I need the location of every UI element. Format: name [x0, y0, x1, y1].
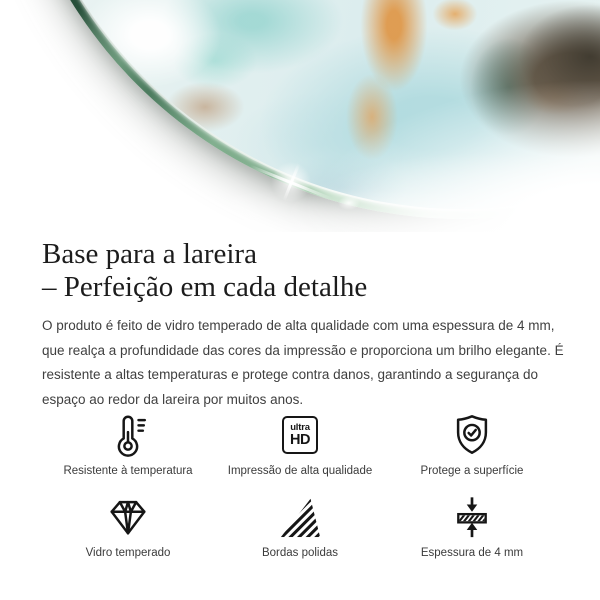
diamond-icon	[105, 494, 151, 540]
feature-label: Protege a superfície	[420, 465, 524, 477]
title-line-1: Base para a lareira	[42, 238, 257, 270]
product-description: O produto é feito de vidro temperado de alta qualidade com uma espessura de 4 mm, que realça a profundidade das cores da impressão e proporciona um brilho elegante. É resistente a altas temperaturas e protege contra danos, garantindo a segurança do espaço ao redor da lareira por muitos anos.	[42, 318, 564, 407]
page-title	[42, 232, 558, 304]
feature-polished-edges	[214, 494, 386, 560]
feature-label: Bordas polidas	[261, 547, 339, 559]
ultra-hd-icon: ultra HD	[282, 412, 318, 458]
feature-print-quality	[214, 412, 386, 478]
features-grid	[42, 412, 558, 560]
feature-label: Espessura de 4 mm	[420, 547, 524, 559]
shield-check-icon	[449, 412, 495, 458]
feature-label: Resistente à temperatura	[63, 465, 193, 477]
feature-protection	[386, 412, 558, 478]
content-section	[0, 232, 600, 560]
feature-temperature	[42, 412, 214, 478]
feature-tempered-glass	[42, 494, 214, 560]
thermometer-icon	[105, 412, 151, 458]
feature-label: Vidro temperado	[85, 547, 171, 559]
thickness-icon	[449, 494, 495, 540]
title-line-2: – Perfeição em cada detalhe	[42, 271, 368, 303]
product-hero-image	[0, 0, 600, 232]
feature-thickness	[386, 494, 558, 560]
polished-edges-icon	[277, 494, 323, 540]
feature-label: Impressão de alta qualidade	[227, 465, 373, 477]
